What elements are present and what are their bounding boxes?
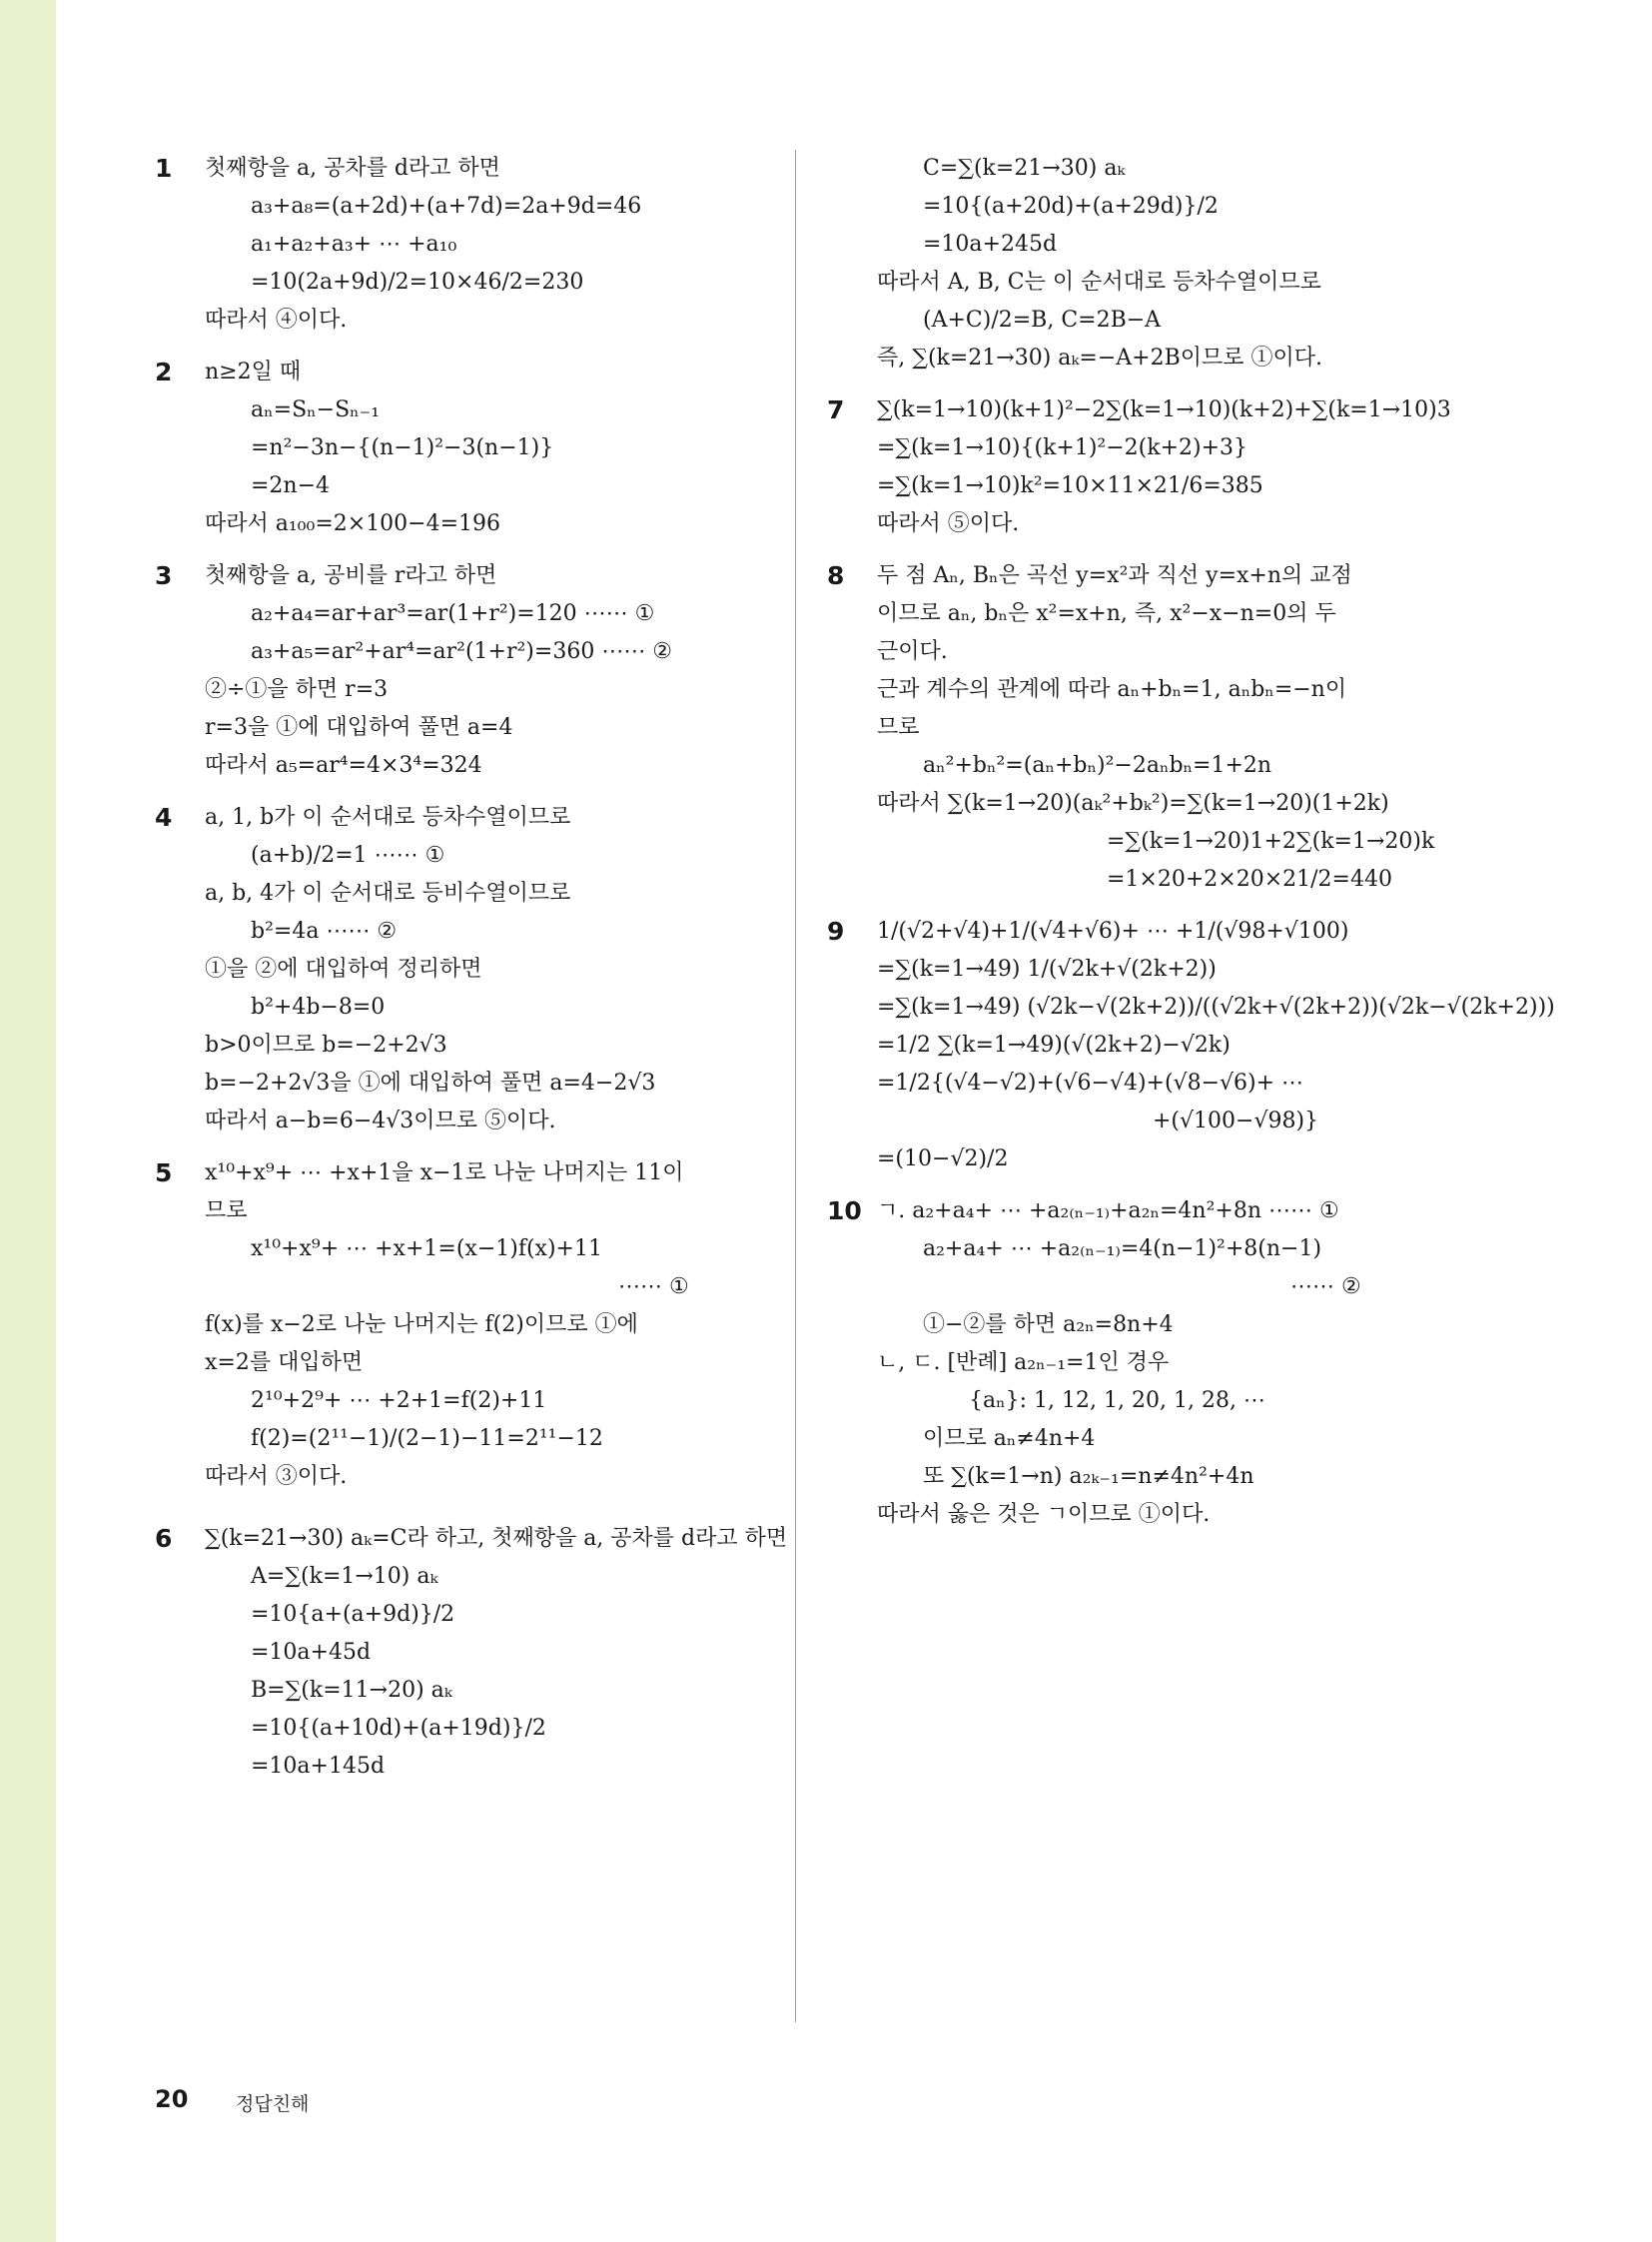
solution-line: 따라서 ③이다. (205, 1464, 348, 1489)
solution-line: 이므로 aₙ≠4n+4 (923, 1426, 1096, 1451)
solution-line: a, b, 4가 이 순서대로 등비수열이므로 (205, 881, 571, 906)
solution-line: {aₙ}: 1, 12, 1, 20, 1, 28, ⋯ (969, 1388, 1265, 1413)
solution-line: a₁+a₂+a₃+ ⋯ +a₁₀ (251, 232, 457, 257)
solution-line: ⋯⋯ ② (1290, 1274, 1361, 1299)
solution-line: ∑(k=21→30) aₖ=C라 하고, 첫째항을 a, 공차를 d라고 하면 (205, 1526, 788, 1551)
solution-line: 따라서 옳은 것은 ㄱ이므로 ①이다. (877, 1502, 1211, 1527)
solution-line: 첫째항을 a, 공비를 r라고 하면 (205, 563, 497, 588)
solution-line: A=∑(k=1→10) aₖ (251, 1564, 438, 1589)
solution-line: a₂+a₄=ar+ar³=ar(1+r²)=120 ⋯⋯ ① (251, 601, 655, 626)
solution-line: a₂+a₄+ ⋯ +a₂₍ₙ₋₁₎=4(n−1)²+8(n−1) (923, 1236, 1322, 1261)
solution-line: 또 ∑(k=1→n) a₂ₖ₋₁=n≠4n²+4n (923, 1464, 1254, 1489)
solution-line: 따라서 a−b=6−4√3이므로 ⑤이다. (205, 1109, 556, 1133)
problem-number: 3 (155, 561, 173, 590)
problem (155, 799, 754, 1140)
solution-line: 따라서 a₁₀₀=2×100−4=196 (205, 511, 501, 536)
solution-line: 따라서 ∑(k=1→20)(aₖ²+bₖ²)=∑(k=1→20)(1+2k) (877, 791, 1389, 816)
solution-line: 첫째항을 a, 공차를 d라고 하면 (205, 156, 500, 181)
problem-number: 10 (827, 1196, 862, 1225)
side-color-band (0, 0, 56, 2242)
solution-line: =1/2{(√4−√2)+(√6−√4)+(√8−√6)+ ⋯ (877, 1071, 1304, 1096)
solution-line: =n²−3n−{(n−1)²−3(n−1)} (251, 435, 554, 460)
solution-line: aₙ²+bₙ²=(aₙ+bₙ)²−2aₙbₙ=1+2n (923, 753, 1272, 778)
problem-number: 5 (155, 1158, 173, 1187)
solution-line: 1/(√2+√4)+1/(√4+√6)+ ⋯ +1/(√98+√100) (877, 919, 1349, 944)
solution-line: =10a+145d (251, 1754, 386, 1779)
solution-line: =10a+245d (923, 232, 1058, 257)
problem (827, 557, 1446, 899)
problem (155, 150, 754, 340)
problem-number: 1 (155, 154, 173, 183)
solution-line: =2n−4 (251, 473, 331, 498)
solution-line: ②÷①을 하면 r=3 (205, 677, 389, 702)
problem-number: 4 (155, 803, 173, 832)
solution-line: a₃+a₈=(a+2d)+(a+7d)=2a+9d=46 (251, 194, 642, 219)
solution-line: ∑(k=1→10)(k+1)²−2∑(k=1→10)(k+2)+∑(k=1→10)3 (877, 397, 1451, 422)
problem (827, 1192, 1446, 1534)
solution-line: 므로 (877, 715, 920, 740)
page-label: 정답친해 (236, 2093, 310, 2115)
solution-line: =∑(k=1→20)1+2∑(k=1→20)k (1107, 829, 1435, 854)
solution-line: b=−2+2√3을 ①에 대입하여 풀면 a=4−2√3 (205, 1071, 656, 1096)
problem-number: 7 (827, 395, 845, 424)
solution-line: 두 점 Aₙ, Bₙ은 곡선 y=x²과 직선 y=x+n의 교점 (877, 563, 1352, 588)
solution-line: =∑(k=1→49) 1/(√2k+√(2k+2)) (877, 957, 1217, 982)
solution-line: aₙ=Sₙ−Sₙ₋₁ (251, 397, 381, 422)
solution-line: ㄴ, ㄷ. [반례] a₂ₙ₋₁=1인 경우 (877, 1350, 1170, 1375)
solution-line: x¹⁰+x⁹+ ⋯ +x+1=(x−1)f(x)+11 (251, 1236, 602, 1261)
solution-line: b>0이므로 b=−2+2√3 (205, 1033, 447, 1058)
solution-line: =10{a+(a+9d)}/2 (251, 1602, 455, 1627)
solution-line: =10a+45d (251, 1640, 372, 1665)
problem-number: 9 (827, 917, 845, 946)
solution-line: 따라서 A, B, C는 이 순서대로 등차수열이므로 (877, 270, 1321, 295)
solution-line: 따라서 ④이다. (205, 308, 348, 333)
solution-line: =∑(k=1→49) (√2k−√(2k+2))/((√2k+√(2k+2))(√2k−√(2k+2))) (877, 995, 1555, 1020)
left-column (155, 150, 788, 1786)
solution-line: f(2)=(2¹¹−1)/(2−1)−11=2¹¹−12 (251, 1426, 603, 1451)
problem (827, 391, 1451, 543)
solution-line: a, 1, b가 이 순서대로 등차수열이므로 (205, 805, 571, 830)
solution-line: =10(2a+9d)/2=10×46/2=230 (251, 270, 584, 295)
solution-line: =10{(a+20d)+(a+29d)}/2 (923, 194, 1219, 219)
problem (155, 1154, 754, 1496)
solution-line: C=∑(k=21→30) aₖ (923, 156, 1126, 181)
solution-line: x¹⁰+x⁹+ ⋯ +x+1을 x−1로 나눈 나머지는 11이 (205, 1160, 684, 1185)
problem (155, 1520, 788, 1786)
problem (155, 557, 754, 785)
solution-line: 이므로 aₙ, bₙ은 x²=x+n, 즉, x²−x−n=0의 두 (877, 601, 1336, 626)
solution-line: r=3을 ①에 대입하여 풀면 a=4 (205, 715, 513, 740)
solution-line: 근과 계수의 관계에 따라 aₙ+bₙ=1, aₙbₙ=−n이 (877, 677, 1347, 702)
problem-number: 2 (155, 358, 173, 386)
solution-line: 따라서 ⑤이다. (877, 511, 1020, 536)
solution-line: f(x)를 x−2로 나눈 나머지는 f(2)이므로 ①에 (205, 1312, 638, 1337)
column-divider (795, 150, 796, 2022)
solution-line: 따라서 a₅=ar⁴=4×3⁴=324 (205, 753, 482, 778)
solution-line: (A+C)/2=B, C=2B−A (923, 308, 1162, 333)
solution-line: ①을 ②에 대입하여 정리하면 (205, 957, 482, 982)
right-column (827, 150, 1555, 1534)
solution-line: b²=4a ⋯⋯ ② (251, 919, 398, 944)
problem (155, 354, 754, 543)
solution-line: (a+b)/2=1 ⋯⋯ ① (251, 843, 445, 868)
solution-line: b²+4b−8=0 (251, 995, 386, 1020)
solution-line: =(10−√2)/2 (877, 1146, 1009, 1171)
solution-line: ①−②를 하면 a₂ₙ=8n+4 (923, 1312, 1174, 1337)
solution-line: ㄱ. a₂+a₄+ ⋯ +a₂₍ₙ₋₁₎+a₂ₙ=4n²+8n ⋯⋯ ① (877, 1198, 1339, 1223)
solution-line: 근이다. (877, 639, 948, 664)
problem-number: 6 (155, 1524, 173, 1553)
solution-line: a₃+a₅=ar²+ar⁴=ar²(1+r²)=360 ⋯⋯ ② (251, 639, 673, 664)
solution-line: B=∑(k=11→20) aₖ (251, 1678, 452, 1703)
solution-line: x=2를 대입하면 (205, 1350, 364, 1375)
solution-line: +(√100−√98)} (1153, 1109, 1319, 1133)
solution-line: n≥2일 때 (205, 360, 302, 384)
solution-line: =1/2 ∑(k=1→49)(√(2k+2)−√2k) (877, 1033, 1231, 1058)
solution-line: 므로 (205, 1198, 248, 1223)
solution-line: =∑(k=1→10)k²=10×11×21/6=385 (877, 473, 1263, 498)
problem (827, 150, 1446, 377)
solution-line: =10{(a+10d)+(a+19d)}/2 (251, 1716, 546, 1741)
problem-number: 8 (827, 561, 845, 590)
solution-line: ⋯⋯ ① (618, 1274, 689, 1299)
solution-line: 즉, ∑(k=21→30) aₖ=−A+2B이므로 ①이다. (877, 346, 1323, 371)
solution-line: =1×20+2×20×21/2=440 (1107, 867, 1392, 892)
page-number: 20 (155, 2085, 189, 2113)
solution-line: 2¹⁰+2⁹+ ⋯ +2+1=f(2)+11 (251, 1388, 547, 1413)
solution-line: =∑(k=1→10){(k+1)²−2(k+2)+3} (877, 435, 1248, 460)
problem (827, 913, 1555, 1178)
